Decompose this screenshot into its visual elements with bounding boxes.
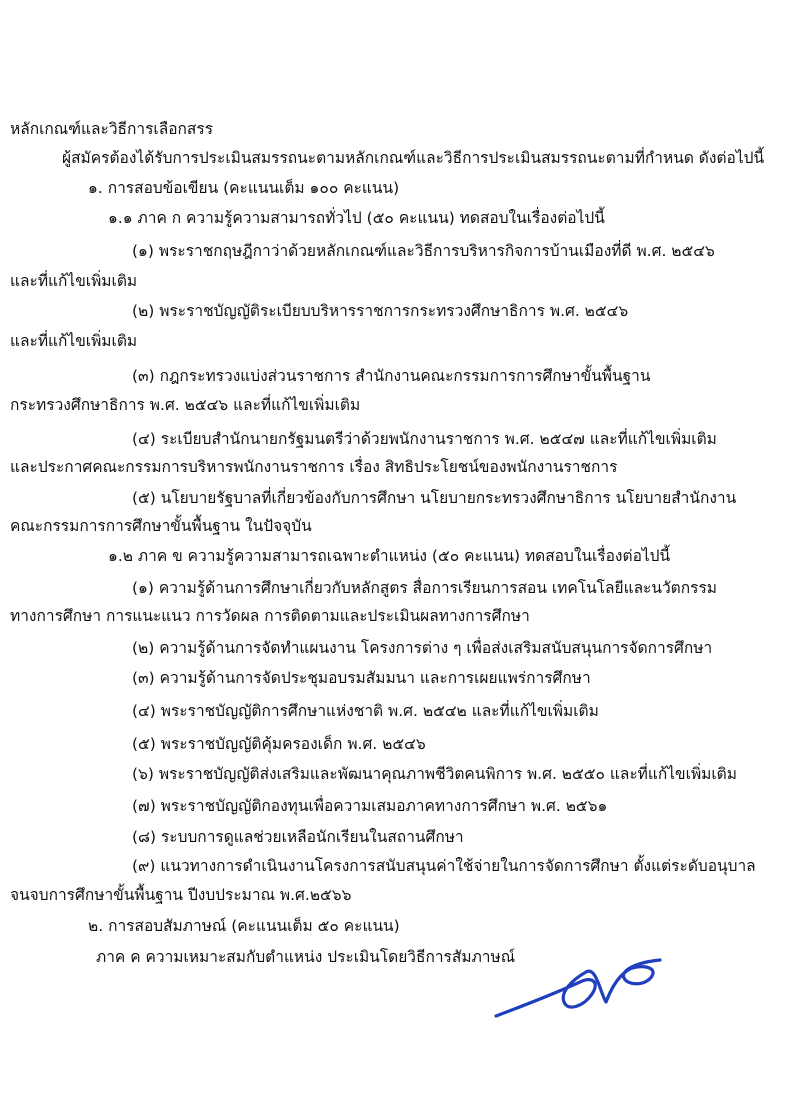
- heading: หลักเกณฑ์และวิธีการเลือกสรร: [10, 120, 214, 138]
- part-a-item-4-cont: และประกาศคณะกรรมการบริหารพนักงานราชการ เรื่อง สิทธิประโยชน์ของพนักงานราชการ: [10, 458, 618, 476]
- part-b-item-2: (๒) ความรู้ด้านการจัดทำแผนงาน โครงการต่าง ๆ เพื่อส่งเสริมสนับสนุนการจัดการศึกษา: [132, 639, 713, 657]
- part-a-item-1-cont: และที่แก้ไขเพิ่มเติม: [10, 272, 138, 290]
- part-a-item-3-cont: กระทรวงศึกษาธิการ พ.ศ. ๒๕๔๖ และที่แก้ไขเพิ่มเติม: [10, 396, 361, 414]
- part-a-item-5-cont: คณะกรรมการการศึกษาขั้นพื้นฐาน ในปัจจุบัน: [10, 517, 312, 535]
- part-b-item-9-cont: จนจบการศึกษาขั้นพื้นฐาน ปีงบประมาณ พ.ศ.๒๕๖๖: [10, 886, 352, 904]
- part-a-item-2: (๒) พระราชบัญญัติระเบียบบริหารราชการกระทรวงศึกษาธิการ พ.ศ. ๒๕๔๖: [132, 302, 629, 320]
- part-b-title: ๑.๒ ภาค ข ความรู้ความสามารถเฉพาะตำแหน่ง (๕๐ คะแนน) ทดสอบในเรื่องต่อไปนี้: [108, 547, 671, 565]
- part-b-item-6: (๖) พระราชบัญญัติส่งเสริมและพัฒนาคุณภาพชีวิตคนพิการ พ.ศ. ๒๕๕๐ และที่แก้ไขเพิ่มเติม: [132, 765, 737, 783]
- part-c-text: ภาค ค ความเหมาะสมกับตำแหน่ง ประเมินโดยวิธีการสัมภาษณ์: [96, 948, 516, 966]
- part-b-item-8: (๘) ระบบการดูแลช่วยเหลือนักเรียนในสถานศึกษา: [132, 828, 464, 846]
- part-a-title: ๑.๑ ภาค ก ความรู้ความสามารถทั่วไป (๕๐ คะแนน) ทดสอบในเรื่องต่อไปนี้: [108, 209, 605, 227]
- intro-paragraph: ผู้สมัครต้องได้รับการประเมินสมรรถนะตามหลักเกณฑ์และวิธีการประเมินสมรรถนะตามที่กำหนด ดังต่อไปนี้: [62, 149, 765, 167]
- part-a-item-3: (๓) กฎกระทรวงแบ่งส่วนราชการ สำนักงานคณะกรรมการการศึกษาขั้นพื้นฐาน: [132, 367, 651, 385]
- part-a-item-4: (๔) ระเบียบสำนักนายกรัฐมนตรีว่าด้วยพนักงานราชการ พ.ศ. ๒๕๔๗ และที่แก้ไขเพิ่มเติม: [132, 430, 717, 448]
- section1-title: ๑. การสอบข้อเขียน (คะแนนเต็ม ๑๐๐ คะแนน): [88, 179, 400, 197]
- part-b-item-9: (๙) แนวทางการดำเนินงานโครงการสนับสนุนค่าใช้จ่ายในการจัดการศึกษา ตั้งแต่ระดับอนุบาล: [132, 857, 756, 875]
- part-b-item-1-cont: ทางการศึกษา การแนะแนว การวัดผล การติดตามและประเมินผลทางการศึกษา: [10, 607, 530, 625]
- section2-title: ๒. การสอบสัมภาษณ์ (คะแนนเต็ม ๕๐ คะแนน): [88, 917, 400, 935]
- signature-stroke: [496, 960, 660, 1016]
- part-a-item-1: (๑) พระราชกฤษฎีกาว่าด้วยหลักเกณฑ์และวิธีการบริหารกิจการบ้านเมืองที่ดี พ.ศ. ๒๕๔๖: [132, 242, 715, 260]
- part-b-item-5: (๕) พระราชบัญญัติคุ้มครองเด็ก พ.ศ. ๒๕๔๖: [132, 735, 426, 753]
- part-b-item-4: (๔) พระราชบัญญัติการศึกษาแห่งชาติ พ.ศ. ๒๕๔๒ และที่แก้ไขเพิ่มเติม: [132, 702, 599, 720]
- part-a-item-2-cont: และที่แก้ไขเพิ่มเติม: [10, 332, 138, 350]
- signature: [488, 952, 678, 1032]
- part-b-item-7: (๗) พระราชบัญญัติกองทุนเพื่อความเสมอภาคทางการศึกษา พ.ศ. ๒๕๖๑: [132, 797, 608, 815]
- part-b-item-1: (๑) ความรู้ด้านการศึกษาเกี่ยวกับหลักสูตร สื่อการเรียนการสอน เทคโนโลยีและนวัตกรรม: [132, 579, 718, 597]
- part-b-item-3: (๓) ความรู้ด้านการจัดประชุมอบรมสัมมนา และการเผยแพร่การศึกษา: [132, 669, 591, 687]
- part-a-item-5: (๕) นโยบายรัฐบาลที่เกี่ยวข้องกับการศึกษา นโยบายกระทรวงศึกษาธิการ นโยบายสำนักงาน: [132, 489, 737, 507]
